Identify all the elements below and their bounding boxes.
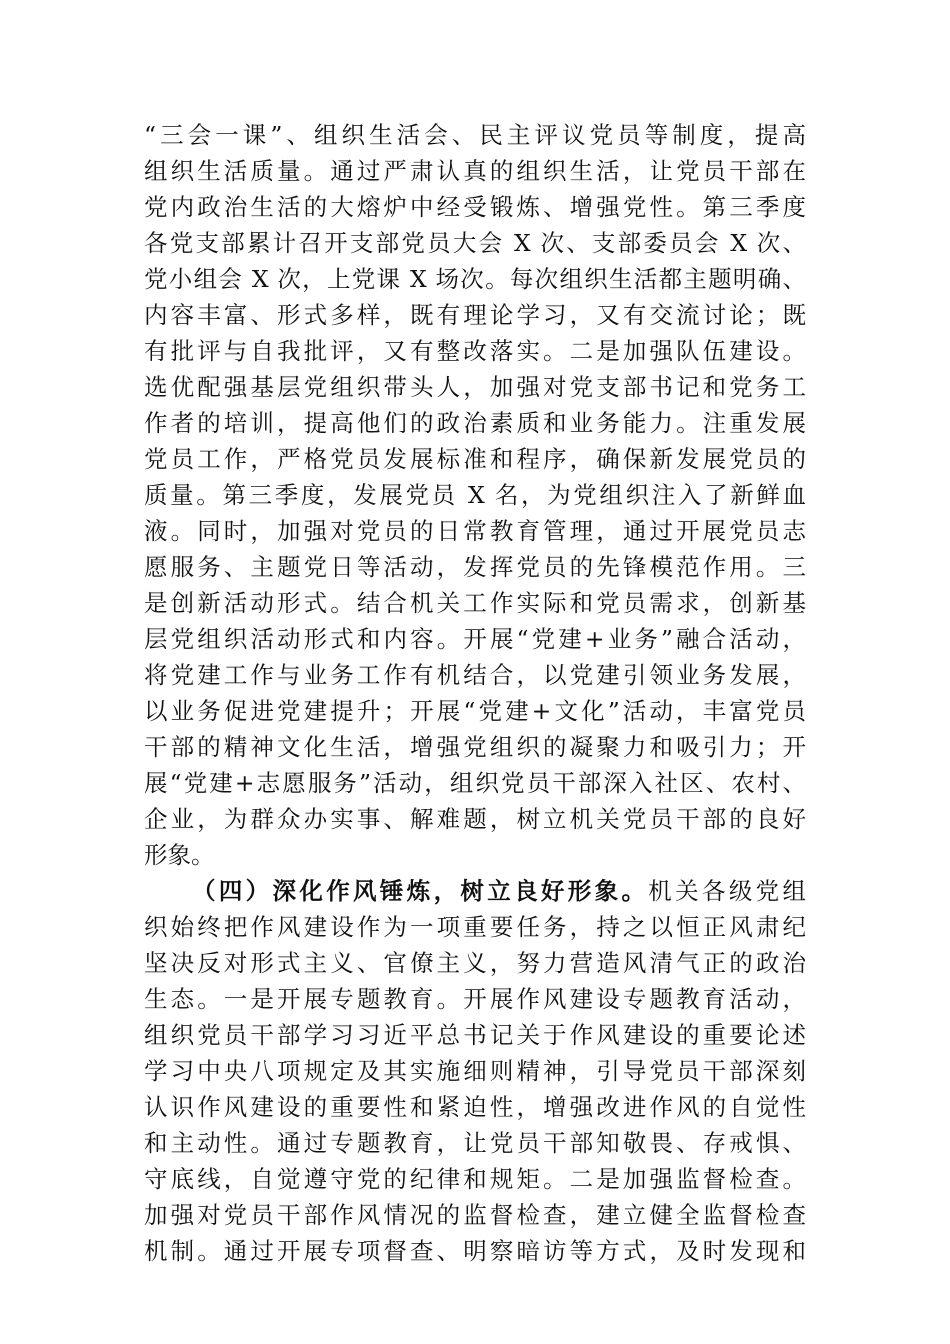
body-line: 各党支部累计召开支部党员大会 X 次、支部委员会 X 次、: [144, 229, 806, 257]
section-heading: （四）深化作风锤炼，树立良好形象。: [192, 877, 649, 905]
body-line: 液。同时，加强对党员的日常教育管理，通过开展党员志: [144, 517, 806, 545]
body-line: 机制。通过开展专项督查、明察暗访等方式，及时发现和: [144, 1237, 806, 1265]
body-line: 质量。第三季度，发展党员 X 名，为党组织注入了新鲜血: [144, 481, 806, 509]
section-heading-rest: 机关各级党组: [648, 877, 806, 905]
body-line: 加强对党员干部作风情况的监督检查，建立健全监督检查: [144, 1201, 806, 1229]
body-line: “三会一课”、组织生活会、民主评议党员等制度，提高: [144, 121, 806, 149]
body-line: 党内政治生活的大熔炉中经受锻炼、增强党性。第三季度: [144, 193, 806, 221]
body-line: 愿服务、主题党日等活动，发挥党员的先锋模范作用。三: [144, 553, 806, 581]
body-line: 生态。一是开展专题教育。开展作风建设专题教育活动，: [144, 985, 806, 1013]
body-line: 以业务促进党建提升；开展“党建+文化”活动，丰富党员: [144, 697, 806, 725]
body-line: 是创新活动形式。结合机关工作实际和党员需求，创新基: [144, 589, 806, 617]
body-line: 形象。: [144, 841, 215, 869]
body-line: 展“党建+志愿服务”活动，组织党员干部深入社区、农村、: [144, 769, 806, 797]
body-line: 有批评与自我批评，又有整改落实。二是加强队伍建设。: [144, 337, 806, 365]
body-line: 学习中央八项规定及其实施细则精神，引导党员干部深刻: [144, 1057, 806, 1085]
body-line: 和主动性。通过专题教育，让党员干部知敬畏、存戒惧、: [144, 1129, 806, 1157]
body-line: 组织生活质量。通过严肃认真的组织生活，让党员干部在: [144, 157, 806, 185]
body-line: 守底线，自觉遵守党的纪律和规矩。二是加强监督检查。: [144, 1165, 806, 1193]
body-line: 企业，为群众办实事、解难题，树立机关党员干部的良好: [144, 805, 806, 833]
body-line: 干部的精神文化生活，增强党组织的凝聚力和吸引力；开: [144, 733, 806, 761]
body-line: 党员工作，严格党员发展标准和程序，确保新发展党员的: [144, 445, 806, 473]
body-line: 织始终把作风建设作为一项重要任务，持之以恒正风肃纪: [144, 913, 806, 941]
body-line: 内容丰富、形式多样，既有理论学习，又有交流讨论；既: [144, 301, 806, 329]
body-line: 将党建工作与业务工作有机结合，以党建引领业务发展，: [144, 661, 806, 689]
body-line: 党小组会 X 次，上党课 X 场次。每次组织生活都主题明确、: [144, 265, 806, 293]
section-heading-line: [192, 873, 806, 909]
body-line: 组织党员干部学习习近平总书记关于作风建设的重要论述: [144, 1021, 806, 1049]
body-line: 层党组织活动形式和内容。开展“党建+业务”融合活动，: [144, 625, 806, 653]
body-line: 坚决反对形式主义、官僚主义，努力营造风清气正的政治: [144, 949, 806, 977]
body-line: 选优配强基层党组织带头人，加强对党支部书记和党务工: [144, 373, 806, 401]
body-line: 认识作风建设的重要性和紧迫性，增强改进作风的自觉性: [144, 1093, 806, 1121]
body-line: 作者的培训，提高他们的政治素质和业务能力。注重发展: [144, 409, 806, 437]
